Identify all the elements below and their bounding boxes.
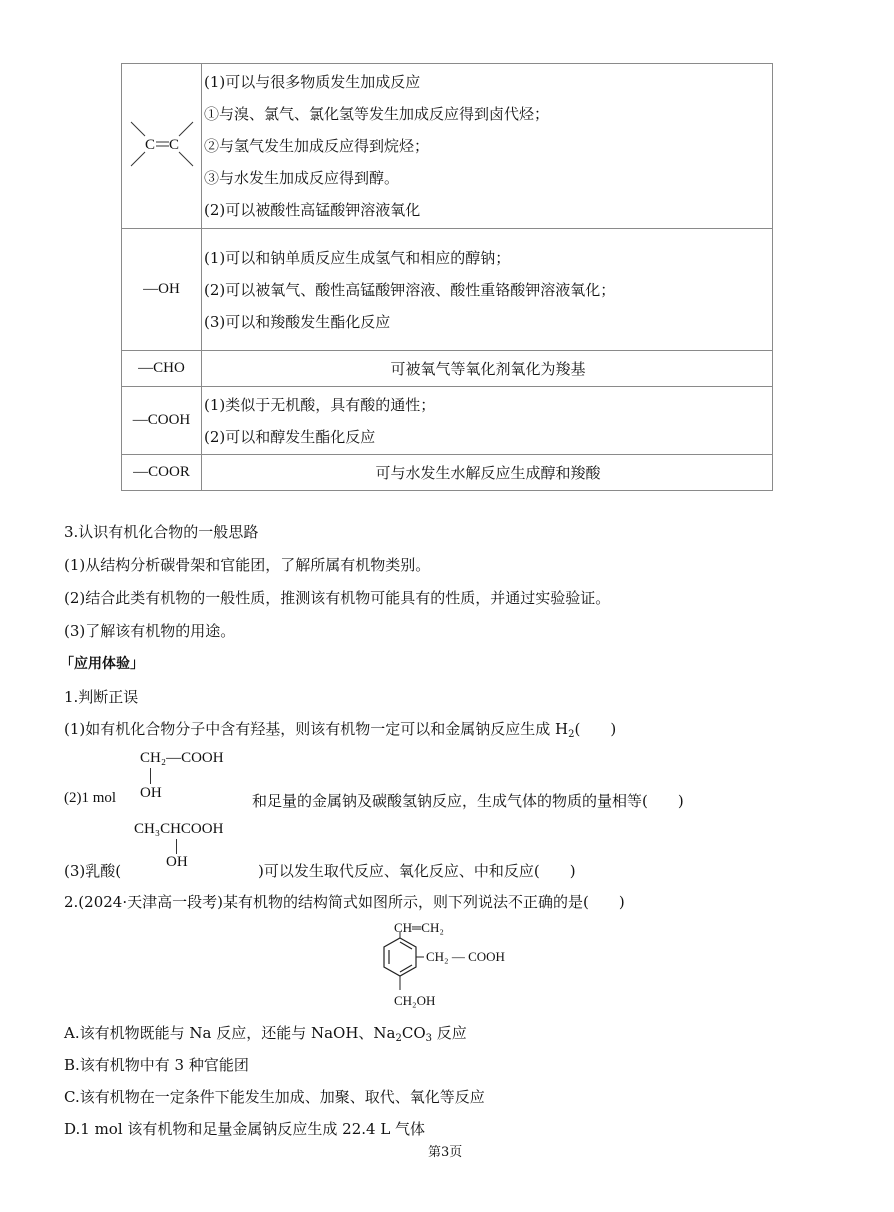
svg-text:C: C [168,136,179,153]
property-cell-oh [202,229,773,351]
structure-formula-top: CH₂—COOH [140,750,224,766]
property-cell-cho [202,351,773,387]
side-chain: CH₂ — COOH [426,949,505,964]
group-cell-cho: —CHO [122,351,202,387]
property-cell-coor [202,455,773,491]
subscript: 2 [568,729,575,740]
property-line: 可与水发生水解反应生成醇和羧酸 [375,464,601,482]
section-title: 3.认识有机化合物的一般思路 [64,523,259,541]
property-line: (3)可以和羧酸发生酯化反应 [204,312,391,331]
property-line: 可被氧气等氧化剂氧化为羧基 [390,360,586,378]
property-line: (2)可以被氧气、酸性高锰酸钾溶液、酸性重铬酸钾溶液氧化； [204,280,616,299]
group-cell-alkene [122,64,202,229]
bond-line [176,839,177,854]
table-row [122,455,773,491]
property-line: (2)可以和醇发生酯化反应 [204,427,376,446]
property-cell-alkene [202,64,773,229]
group-cell-oh: —OH [122,229,202,351]
table-row [122,64,773,229]
alkene-structure-icon [127,114,197,174]
question-title: 1.判断正误 [64,688,139,706]
table-row [122,351,773,387]
section-item: (1)从结构分析碳骨架和官能团，了解所属有机物类别。 [64,556,431,574]
group-cell-coor: —COOR [122,455,202,491]
option-b: B.该有机物中有 3 种官能团 [64,1056,249,1074]
answer-blank: ( ) [574,720,617,738]
property-line: (1)可以和钠单质反应生成氢气和相应的醇钠； [204,248,511,267]
property-cell-cooh [202,387,773,455]
section-item: (2)结合此类有机物的一般性质，推测该有机物可能具有的性质，并通过实验验证。 [64,589,611,607]
molecule-structure [380,920,540,1020]
property-line: ②与氢气发生加成反应得到烷烃； [204,137,430,155]
svg-text:C: C [144,136,155,153]
functional-group-table [121,63,773,491]
option-c: C.该有机物在一定条件下能发生加成、加聚、取代、氧化等反应 [64,1088,485,1106]
bond-line [150,768,151,784]
practice-heading: 「应用体验」 [60,656,144,672]
property-line: (1)可以与很多物质发生加成反应 [204,73,421,91]
section-item: (3)了解该有机物的用途。 [64,622,236,640]
property-line: ③与水发生加成反应得到醇。 [204,169,400,187]
property-line: (2)可以被酸性高锰酸钾溶液氧化 [204,201,421,219]
structure-formula-top: CH₃CHCOOH [134,821,224,837]
subscript: 3 [425,1033,433,1044]
vinyl-group: CH═CH₂ [394,920,444,935]
property-line: (1)类似于无机酸，具有酸的通性； [204,395,436,414]
group-cell-cooh: —COOH [122,387,202,455]
option-a [64,1022,467,1043]
page-number: 第3页 [428,1145,463,1160]
structure-oh: OH [166,854,188,870]
property-line: ①与溴、氯气、氯化氢等发生加成反应得到卤代烃； [204,105,550,123]
option-d: D.1 mol 该有机物和足量金属钠反应生成 22.4 L 气体 [64,1120,426,1138]
question-text: 和足量的金属钠及碳酸氢钠反应，生成气体的物质的量相等( ) [252,792,684,810]
question-text: (1)如有机化合物分子中含有羟基，则该有机物一定可以和金属钠反应生成 H [64,720,569,738]
question-item-1 [64,718,616,739]
question-prefix: (3)乳酸( [64,862,122,880]
option-text: CO [401,1024,426,1042]
option-text: A.该有机物既能与 Na 反应，还能与 NaOH、Na [64,1024,396,1042]
option-text: 反应 [432,1024,467,1042]
hydroxymethyl-group: CH₂OH [394,993,436,1008]
question-text: )可以发生取代反应、氧化反应、中和反应( ) [258,862,576,880]
question-stem: 2.(2024·天津高一段考)某有机物的结构简式如图所示，则下列说法不正确的是( ) [64,893,625,911]
structure-oh: OH [140,785,162,801]
subscript: 2 [395,1033,402,1044]
table-row [122,387,773,455]
question-prefix: (2)1 mol [64,790,117,806]
table-row [122,229,773,351]
